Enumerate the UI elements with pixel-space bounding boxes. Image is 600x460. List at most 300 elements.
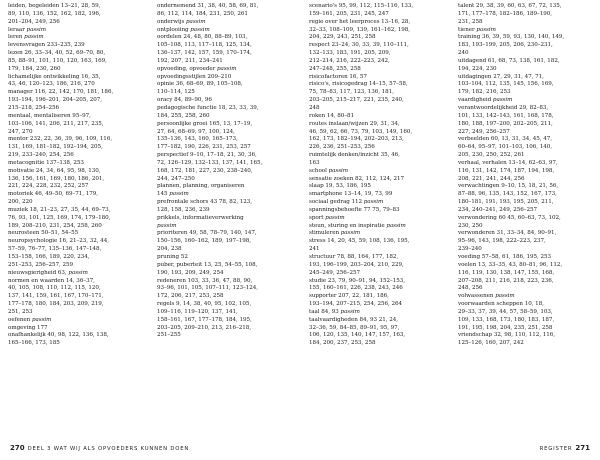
index-line: [458, 113, 598, 121]
index-text: 155, 160–161, 226, 238, 243, 246: [309, 285, 403, 292]
index-line: [8, 207, 148, 215]
index-text: motivatie 24, 34, 64, 95, 98, 130,: [8, 167, 101, 174]
index-line: [8, 340, 148, 348]
italic-locator: passim: [157, 222, 177, 229]
index-line: [458, 97, 598, 105]
index-line: [309, 89, 449, 97]
index-line: [157, 89, 297, 97]
index-text: training 36, 39, 59, 93, 130, 140, 149,: [458, 34, 565, 41]
index-text: volwassenen: [458, 293, 496, 300]
index-text: 191, 195, 198, 204, 235, 251, 258: [458, 324, 553, 331]
index-line: [458, 89, 598, 97]
index-text: 219, 233–240, 254, 256: [8, 152, 74, 159]
index-line: [458, 340, 598, 348]
index-text: 116, 131, 142, 174, 187, 194, 198,: [458, 167, 555, 174]
index-text: taal 84, 93: [309, 308, 341, 315]
index-line: [309, 3, 449, 11]
index-line: [157, 11, 297, 19]
index-text: uitdagend 61, 68, 73, 138, 161, 182,: [458, 57, 560, 64]
index-text: 207–208, 211, 216, 218, 223, 236,: [458, 277, 554, 284]
index-text: 221, 224, 228, 232, 252, 257: [8, 183, 89, 190]
index-text: 247–248, 255, 258: [309, 65, 361, 72]
index-line: [157, 50, 297, 58]
index-text: scenario's 95, 99, 112, 115–116, 133,: [309, 3, 414, 9]
index-line: [309, 34, 449, 42]
index-line: [458, 144, 598, 152]
index-text: 165–166, 173, 185: [8, 340, 60, 347]
index-line: [458, 74, 598, 82]
index-text: muziek 18, 21–23, 27, 35, 44, 69–73,: [8, 206, 111, 213]
right-page-footer: [540, 444, 590, 454]
index-line: [458, 129, 598, 137]
index-text: 180–181, 191, 193, 195, 205, 211,: [458, 199, 554, 206]
italic-locator: passim: [492, 97, 513, 104]
index-line: [309, 215, 449, 223]
index-column-1: [8, 3, 148, 348]
index-line: [157, 144, 297, 152]
index-line: [309, 113, 449, 121]
index-text: 29–33, 37, 39, 44, 57, 58–59, 103,: [458, 308, 553, 315]
index-text: normen en waarden 14, 36–37,: [8, 277, 95, 284]
index-text: uitdagingen 27, 29, 31, 47, 71,: [458, 73, 544, 80]
index-line: [458, 207, 598, 215]
index-line: [157, 278, 297, 286]
index-line: [157, 34, 297, 42]
index-text: 106, 120, 135, 140, 147, 157, 163,: [309, 332, 406, 339]
index-text: 177–178, 180, 184, 203, 209, 219,: [8, 301, 104, 308]
index-line: [8, 19, 148, 27]
index-line: [157, 81, 297, 89]
index-line: [309, 223, 449, 231]
index-line: [309, 254, 449, 262]
index-line: [309, 152, 449, 160]
index-text: slaap 19, 53, 186, 195: [309, 183, 371, 190]
index-text: 27, 64, 68–69, 97, 100, 124,: [157, 128, 235, 135]
index-text: opinie 36, 68–69, 89, 105–108,: [157, 81, 243, 88]
index-text: taalvaardigheden 84, 93 21, 24,: [309, 316, 398, 323]
index-line: [8, 332, 148, 340]
index-text: 203–205, 209–210, 213, 216–218,: [157, 324, 252, 331]
index-text: 168, 172, 181, 227, 230, 238–240,: [157, 167, 253, 174]
index-line: [458, 34, 598, 42]
index-line: [8, 66, 148, 74]
index-text: sociaal gedrag 112: [309, 199, 364, 206]
index-line: [157, 254, 297, 262]
index-text: 205, 230, 250, 252, 261: [458, 152, 525, 159]
index-text: 145: [157, 191, 170, 198]
index-line: [157, 42, 297, 50]
italic-locator: passim: [217, 65, 237, 72]
index-line: [157, 238, 297, 246]
index-text: tiener: [458, 26, 477, 33]
index-text: leiden, begeleiden 13–21, 28, 59,: [8, 3, 101, 9]
index-text: 159–161, 205, 231, 245, 247: [309, 10, 389, 17]
italic-locator: passim: [363, 199, 384, 206]
italic-locator: passim: [31, 316, 52, 323]
index-line: [8, 262, 148, 270]
index-text: roken 14, 80–81: [309, 112, 355, 119]
index-line: [157, 3, 297, 11]
index-text: redeneren 103, 33, 36, 47, 88, 90,: [157, 277, 253, 284]
index-line: [157, 215, 297, 223]
index-text: 193–194, 207–215, 254, 256, 264: [309, 301, 403, 308]
index-line: [458, 152, 598, 160]
left-running-head: DEEL 3 WAT WIJ ALS OPVOEDERS KUNNEN DOEN: [27, 446, 190, 452]
index-text: ruimtelijk denken/inzicht 35, 46,: [309, 152, 400, 159]
index-line: [8, 230, 148, 238]
index-line: [458, 215, 598, 223]
index-line: [309, 293, 449, 301]
index-text: oracy 84, 89–90, 96: [157, 97, 212, 104]
index-line: [309, 262, 449, 270]
italic-locator: passim: [476, 26, 496, 33]
index-text: verwonderen 31, 33–34, 84, 90–91,: [458, 230, 557, 237]
index-text: talent 29, 38, 39, 60, 63, 67, 72, 135,: [458, 3, 562, 9]
index-line: [458, 136, 598, 144]
index-line: [458, 332, 598, 340]
index-text: stimuleren: [309, 230, 341, 237]
index-line: [157, 317, 297, 325]
index-text: 128, 158, 236, 239: [157, 206, 210, 213]
index-line: [309, 309, 449, 317]
index-line: [8, 105, 148, 113]
index-text: risicofactoren 16, 57: [309, 73, 367, 80]
index-line: [157, 309, 297, 317]
index-line: [458, 285, 598, 293]
index-text: mentor 232, 22, 36, 39, 96, 109, 116,: [8, 136, 113, 143]
index-line: [157, 325, 297, 333]
index-text: opvoeding, opvoeder: [157, 65, 218, 72]
index-line: [157, 113, 297, 121]
index-text: oordelen 24, 48, 80, 88–89, 103,: [157, 34, 248, 41]
index-text: 132–133, 183, 191, 205, 209,: [309, 50, 391, 57]
index-text: 231, 258: [458, 18, 483, 25]
index-text: 171, 177–178, 182–186, 189–190,: [458, 10, 553, 17]
index-line: [157, 27, 297, 35]
index-text: 153–158, 166, 189, 220, 234,: [8, 254, 90, 260]
italic-locator: passim: [68, 269, 88, 276]
index-line: [157, 136, 297, 144]
index-text: 177–182, 190, 226, 231, 253, 257: [157, 144, 251, 151]
index-text: 241: [309, 246, 320, 253]
index-text: neurosteen 50–51, 54–55: [8, 230, 79, 237]
index-text: 172, 206, 217, 253, 258: [157, 293, 224, 300]
index-line: [309, 270, 449, 278]
index-line: [157, 270, 297, 278]
index-text: risico's, risicogedrag 14–15, 57–58,: [309, 81, 408, 88]
index-line: [8, 50, 148, 58]
left-page-number: 270: [10, 444, 25, 452]
index-line: [157, 58, 297, 66]
index-line: [309, 207, 449, 215]
index-line: [458, 191, 598, 199]
index-line: [157, 207, 297, 215]
index-text: supporter 207, 22, 181, 186,: [309, 293, 389, 300]
index-text: 251–255: [157, 332, 181, 339]
index-text: 150–156, 160–162, 189, 197–198,: [157, 238, 252, 245]
index-line: [157, 105, 297, 113]
index-text: prefrontale schors 43 78, 82, 123,: [157, 199, 253, 206]
italic-locator: passim: [386, 222, 406, 229]
index-line: [458, 160, 598, 168]
index-text: respect 23–24, 30, 33, 39, 110–111,: [309, 42, 409, 49]
index-text: lezen 26, 33–34, 40, 52, 69–70, 80,: [8, 50, 106, 57]
index-text: 163: [309, 159, 320, 166]
index-text: neuropsychologie 16, 21–23, 32, 44,: [8, 238, 109, 245]
index-line: [458, 58, 598, 66]
index-line: [8, 325, 148, 333]
index-text: sensatie zoeken 82, 112, 124, 217: [309, 175, 404, 182]
index-text: 95–96, 143, 198, 222–223, 237,: [458, 238, 546, 245]
index-text: 251–253, 256–257, 259: [8, 261, 74, 268]
index-line: [157, 332, 297, 340]
italic-locator: passim: [26, 26, 46, 33]
index-text: 204, 229, 243, 251, 258: [309, 34, 376, 41]
index-text: 248, 256: [458, 285, 483, 292]
index-line: [8, 191, 148, 199]
index-text: 184, 255, 258, 260: [157, 112, 210, 119]
italic-locator: passim: [340, 308, 360, 315]
index-line: [8, 246, 148, 254]
index-line: [309, 58, 449, 66]
index-text: 76, 93, 101, 125, 169, 174, 179–180,: [8, 214, 111, 221]
index-text: 201–204, 249, 256: [8, 18, 60, 25]
index-text: 179, 182, 216, 253: [458, 89, 511, 96]
index-text: 43, 46, 120–123, 186, 216, 270: [8, 81, 95, 88]
index-text: levensvragen 233–235, 239: [8, 42, 85, 49]
index-text: omgeving 177: [8, 324, 48, 331]
index-text: 109, 133, 168, 173, 180, 183, 187,: [458, 316, 555, 323]
index-text: 245–249, 256–257: [309, 269, 361, 276]
index-text: motoriek 46, 49–50, 69–71, 179,: [8, 191, 98, 198]
index-line: [157, 191, 297, 199]
index-text: 162, 173, 182–194, 202–203, 213,: [309, 136, 404, 143]
index-text: 190, 193, 209, 249, 254: [157, 269, 224, 276]
index-line: [8, 168, 148, 176]
index-line: [157, 66, 297, 74]
index-line: [8, 58, 148, 66]
index-text: steun, sturing en inspiratie: [309, 222, 387, 229]
italic-locator: passim: [169, 191, 189, 198]
right-page-number: 271: [575, 444, 590, 452]
index-text: 32–33, 108–109, 139, 161–162, 198,: [309, 26, 410, 33]
index-line: [458, 317, 598, 325]
index-text: metacognitie 137–138, 253: [8, 159, 84, 166]
index-text: prikkels, informatieverwerking: [157, 214, 244, 221]
index-line: [8, 34, 148, 42]
index-line: [458, 105, 598, 113]
index-column-3: [309, 3, 449, 348]
index-line: [157, 230, 297, 238]
index-line: [157, 168, 297, 176]
index-text: 135–136, 143, 160, 165–173,: [157, 136, 238, 143]
index-line: [8, 81, 148, 89]
index-text: 194, 224, 230: [458, 65, 497, 72]
index-text: mentaal, mentaliseren 95–97,: [8, 112, 91, 119]
index-line: [309, 121, 449, 129]
index-text: leren: [8, 34, 25, 41]
index-text: 103–104, 112, 135, 145, 156, 169,: [458, 81, 554, 88]
index-line: [8, 11, 148, 19]
index-line: [309, 144, 449, 152]
index-text: vaardigheid: [458, 97, 493, 104]
index-line: [458, 270, 598, 278]
index-text: spanningsbehoefte 77 75, 79–83: [309, 206, 400, 213]
index-text: school: [309, 167, 329, 174]
italic-locator: passim: [340, 230, 361, 237]
index-text: 136–137, 142, 157, 159, 170–174,: [157, 50, 252, 57]
index-column-4: [458, 3, 598, 348]
index-text: regels 9, 14, 38, 40, 95, 102, 105,: [157, 301, 252, 308]
index-line: [8, 309, 148, 317]
index-text: ondernemend 31, 38, 40, 58, 69, 81,: [157, 3, 259, 9]
index-line: [157, 262, 297, 270]
index-line: [157, 223, 297, 231]
index-text: lichamelijke ontwikkeling 16, 35,: [8, 73, 101, 80]
index-line: [309, 136, 449, 144]
index-text: 247, 270: [8, 128, 33, 135]
index-text: puber, puberteit 13, 25, 54–55, 108,: [157, 261, 258, 268]
index-text: prioriteren 49, 58, 78–79, 140, 147,: [157, 230, 257, 237]
index-text: 105–108, 113, 117–118, 125, 134,: [157, 42, 252, 49]
index-text: 226, 236, 251–253, 256: [309, 144, 375, 151]
index-text: 87–88, 96, 135, 143, 152, 167, 173,: [458, 191, 557, 198]
index-line: [458, 293, 598, 301]
index-line: [309, 230, 449, 238]
index-text: 158–161, 167, 177–178, 184, 195,: [157, 316, 252, 323]
index-line: [8, 121, 148, 129]
index-line: [458, 278, 598, 286]
index-line: [309, 285, 449, 293]
index-line: [309, 81, 449, 89]
index-text: manager 116, 22, 142, 170, 181, 186,: [8, 89, 114, 96]
index-text: 184, 200, 237, 253, 258: [309, 340, 376, 347]
index-text: 93–96, 101, 105, 107–111, 123–124,: [157, 285, 258, 292]
index-text: ontplooiing: [157, 26, 191, 33]
index-text: 60–64, 95–97, 101–103, 106, 140,: [458, 144, 552, 151]
index-line: [157, 285, 297, 293]
index-line: [8, 74, 148, 82]
index-text: 103–106, 141, 206, 211, 217, 235,: [8, 120, 104, 127]
italic-locator: passim: [190, 26, 210, 33]
index-text: onafhankelijk 40, 98, 122, 136, 138,: [8, 332, 109, 339]
index-line: [8, 215, 148, 223]
index-line: [458, 11, 598, 19]
index-line: [458, 176, 598, 184]
index-text: 183, 193–199, 205, 206, 230–231,: [458, 42, 553, 49]
index-text: 131, 169, 181–182, 192–194, 205,: [8, 144, 103, 151]
index-line: [309, 176, 449, 184]
index-text: 40, 105, 108, 110, 112, 115, 120,: [8, 285, 101, 292]
index-line: [309, 27, 449, 35]
index-line: [309, 199, 449, 207]
index-text: 179, 184, 230, 260: [8, 65, 61, 72]
left-page-footer: [10, 444, 189, 454]
index-text: 203–205, 215–217, 221, 235, 240,: [309, 97, 404, 104]
index-line: [458, 309, 598, 317]
index-line: [309, 66, 449, 74]
index-line: [458, 66, 598, 74]
index-line: [309, 317, 449, 325]
index-text: 101, 133, 142–143, 161, 168, 178,: [458, 112, 554, 119]
index-text: voorwaarden scheppen 10, 18,: [458, 301, 544, 308]
italic-locator: passim: [186, 18, 206, 25]
index-line: [458, 246, 598, 254]
index-line: [8, 3, 148, 11]
index-line: [157, 293, 297, 301]
index-line: [458, 42, 598, 50]
italic-locator: passim: [328, 167, 349, 174]
index-text: nieuwsgierigheid 63,: [8, 269, 69, 276]
index-text: 215–218, 254–256: [8, 104, 60, 111]
index-line: [8, 270, 148, 278]
index-line: [157, 74, 297, 82]
index-line: [8, 89, 148, 97]
index-text: 180, 188, 197–200, 202–205, 211,: [458, 120, 553, 127]
index-line: [458, 223, 598, 231]
index-line: [8, 97, 148, 105]
index-line: [8, 278, 148, 286]
index-text: onderwijs: [157, 18, 186, 25]
index-line: [309, 19, 449, 27]
index-line: [309, 301, 449, 309]
index-text: 248: [309, 104, 320, 111]
index-line: [309, 74, 449, 82]
index-line: [458, 301, 598, 309]
index-text: leraar: [8, 26, 27, 33]
index-text: 208, 221, 241, 244, 256: [458, 175, 525, 182]
index-line: [8, 199, 148, 207]
index-line: [8, 129, 148, 137]
index-text: 192, 207, 211, 234–241: [157, 57, 223, 64]
index-line: [309, 160, 449, 168]
index-line: [8, 223, 148, 231]
italic-locator: passim: [495, 293, 515, 300]
index-line: [458, 230, 598, 238]
index-line: [309, 129, 449, 137]
index-line: [157, 176, 297, 184]
index-text: 251, 253: [8, 308, 33, 315]
index-text: 116, 119, 130, 138, 147, 155, 168,: [458, 269, 555, 276]
index-text: 189, 208–210, 231, 254, 258, 260: [8, 222, 102, 229]
index-line: [8, 293, 148, 301]
index-text: 234, 240–241, 249, 256–257: [458, 206, 538, 213]
index-text: 85, 88–91, 101, 110, 120, 163, 169,: [8, 57, 107, 64]
index-line: [8, 42, 148, 50]
index-text: oefenen: [8, 316, 32, 323]
index-text: regie over het leerproces 13–16, 28,: [309, 18, 411, 25]
index-line: [157, 97, 297, 105]
index-line: [309, 246, 449, 254]
index-line: [8, 160, 148, 168]
index-line: [458, 168, 598, 176]
index-text: stress 14, 20, 45, 59, 108, 136, 195,: [309, 238, 410, 245]
index-text: 109–116, 119–120, 137, 141,: [157, 308, 238, 315]
index-line: [309, 105, 449, 113]
index-text: voeding 57–58, 61, 186, 195, 253: [458, 254, 551, 260]
index-line: [309, 183, 449, 191]
index-column-2: [157, 3, 297, 340]
index-line: [309, 325, 449, 333]
index-text: 125–126, 160, 207, 242: [458, 340, 524, 347]
index-text: 89, 110, 136, 152, 162, 182, 196,: [8, 10, 101, 17]
index-line: [458, 27, 598, 35]
index-text: pedagogische functie 18, 23, 33, 39,: [157, 104, 259, 111]
index-line: [309, 278, 449, 286]
index-line: [8, 144, 148, 152]
index-line: [458, 183, 598, 191]
index-text: 193, 196–199, 203–204, 210, 229,: [309, 261, 404, 268]
